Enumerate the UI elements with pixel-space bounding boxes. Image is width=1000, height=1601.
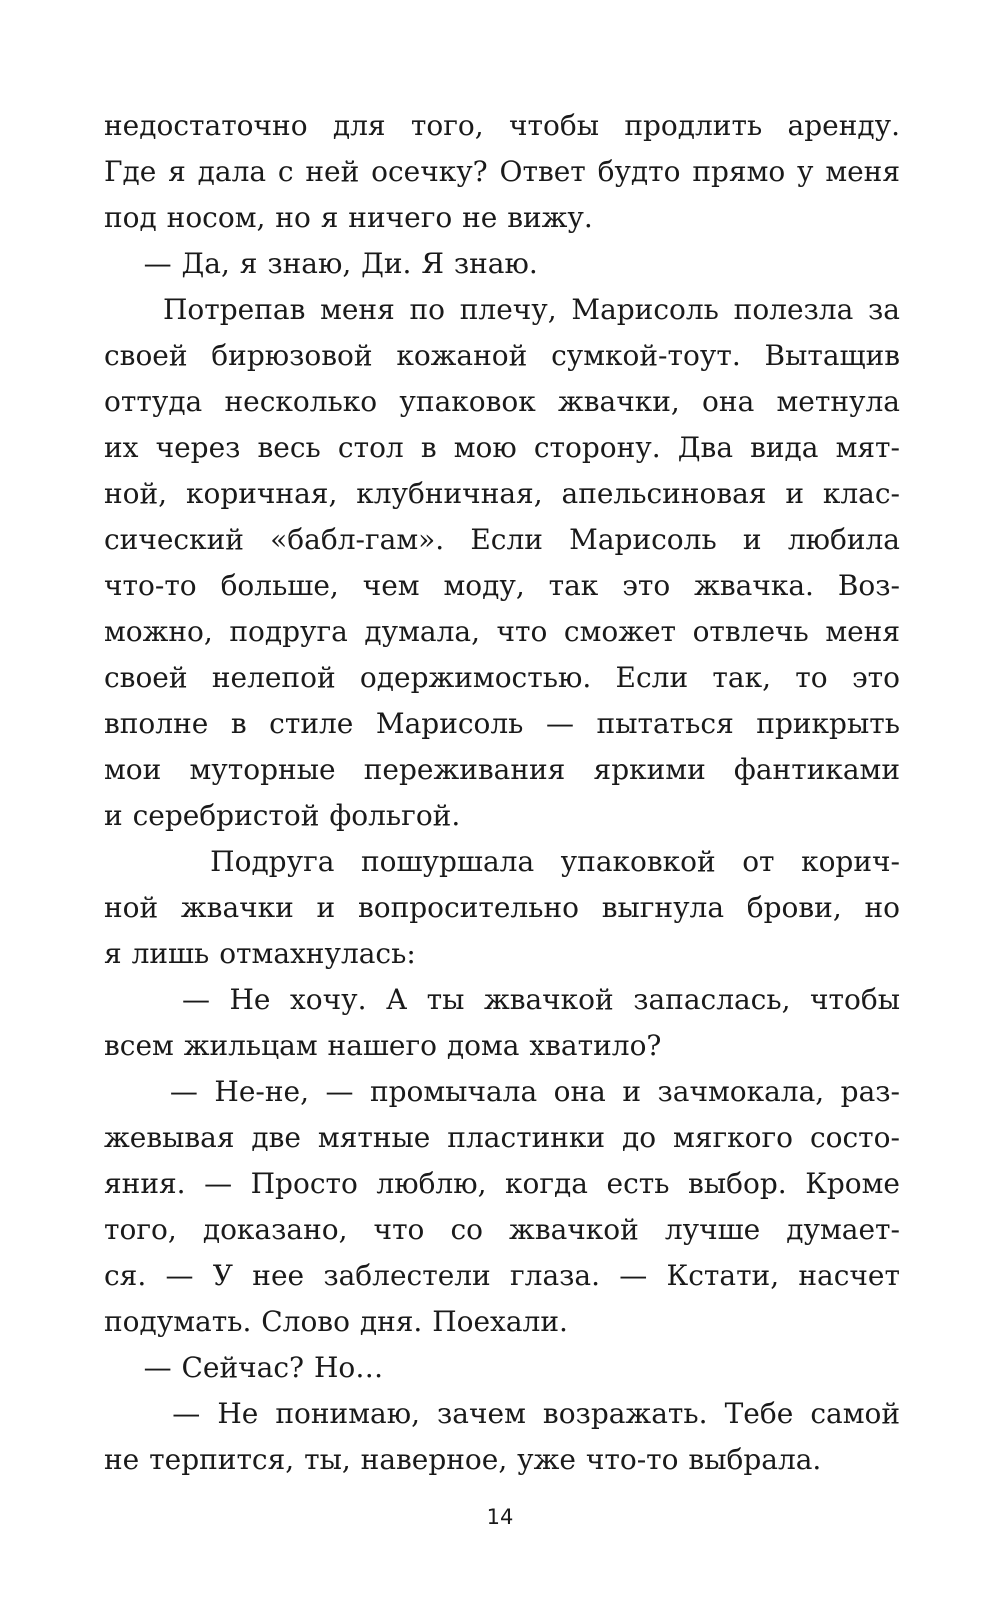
text-line: — Не хочу. А ты жвачкой запаслась, чтобы — [104, 983, 900, 1016]
text-line: ной, коричная, клубничная, апельсиновая и клас- — [104, 477, 900, 510]
text-line: недостаточно для того, чтобы продлить аренду. — [104, 109, 900, 142]
text-line: под носом, но я ничего не вижу. — [104, 201, 593, 234]
text-line: вполне в стиле Марисоль — пытаться прикрыть — [104, 707, 900, 740]
text-line: жевывая две мятные пластинки до мягкого состо- — [104, 1121, 900, 1154]
text-line: Потрепав меня по плечу, Марисоль полезла за — [104, 293, 900, 326]
page-number: 14 — [486, 1505, 514, 1529]
text-line: Где я дала с ней осечку? Ответ будто прямо у меня — [104, 155, 900, 188]
text-line: не терпится, ты, наверное, уже что-то выбрала. — [104, 1443, 822, 1476]
text-line: мои муторные переживания яркими фантиками — [104, 753, 900, 786]
text-line: своей бирюзовой кожаной сумкой-тоут. Вытащив — [104, 339, 900, 372]
text-line: подумать. Слово дня. Поехали. — [104, 1305, 568, 1338]
text-line: того, доказано, что со жвачкой лучше думает- — [104, 1213, 900, 1246]
text-line: что-то больше, чем моду, так это жвачка. Воз- — [104, 569, 900, 602]
text-line: яния. — Просто люблю, когда есть выбор. Кроме — [104, 1167, 900, 1200]
text-line: оттуда несколько упаковок жвачки, она метнула — [104, 385, 900, 418]
text-line: всем жильцам нашего дома хватило? — [104, 1029, 662, 1062]
text-line: и серебристой фольгой. — [104, 799, 461, 832]
text-line: можно, подруга думала, что сможет отвлечь меня — [104, 615, 900, 648]
text-line: своей нелепой одержимостью. Если так, то это — [104, 661, 900, 694]
body-text — [104, 103, 900, 1483]
text-line: — Да, я знаю, Ди. Я знаю. — [104, 247, 538, 280]
text-line: Подруга пошуршала упаковкой от корич- — [104, 845, 900, 878]
text-line: ся. — У нее заблестели глаза. — Кстати, насчет — [104, 1259, 900, 1292]
text-line: я лишь отмахнулась: — [104, 937, 416, 970]
text-line: — Не-не, — промычала она и зачмокала, раз- — [104, 1075, 900, 1108]
text-line: их через весь стол в мою сторону. Два вида мят- — [104, 431, 900, 464]
text-line: — Сейчас? Но… — [104, 1351, 384, 1384]
text-line: ной жвачки и вопросительно выгнула брови, но — [104, 891, 900, 924]
text-line: — Не понимаю, зачем возражать. Тебе самой — [104, 1397, 900, 1430]
text-line: сический «бабл-гам». Если Марисоль и любила — [104, 523, 900, 556]
